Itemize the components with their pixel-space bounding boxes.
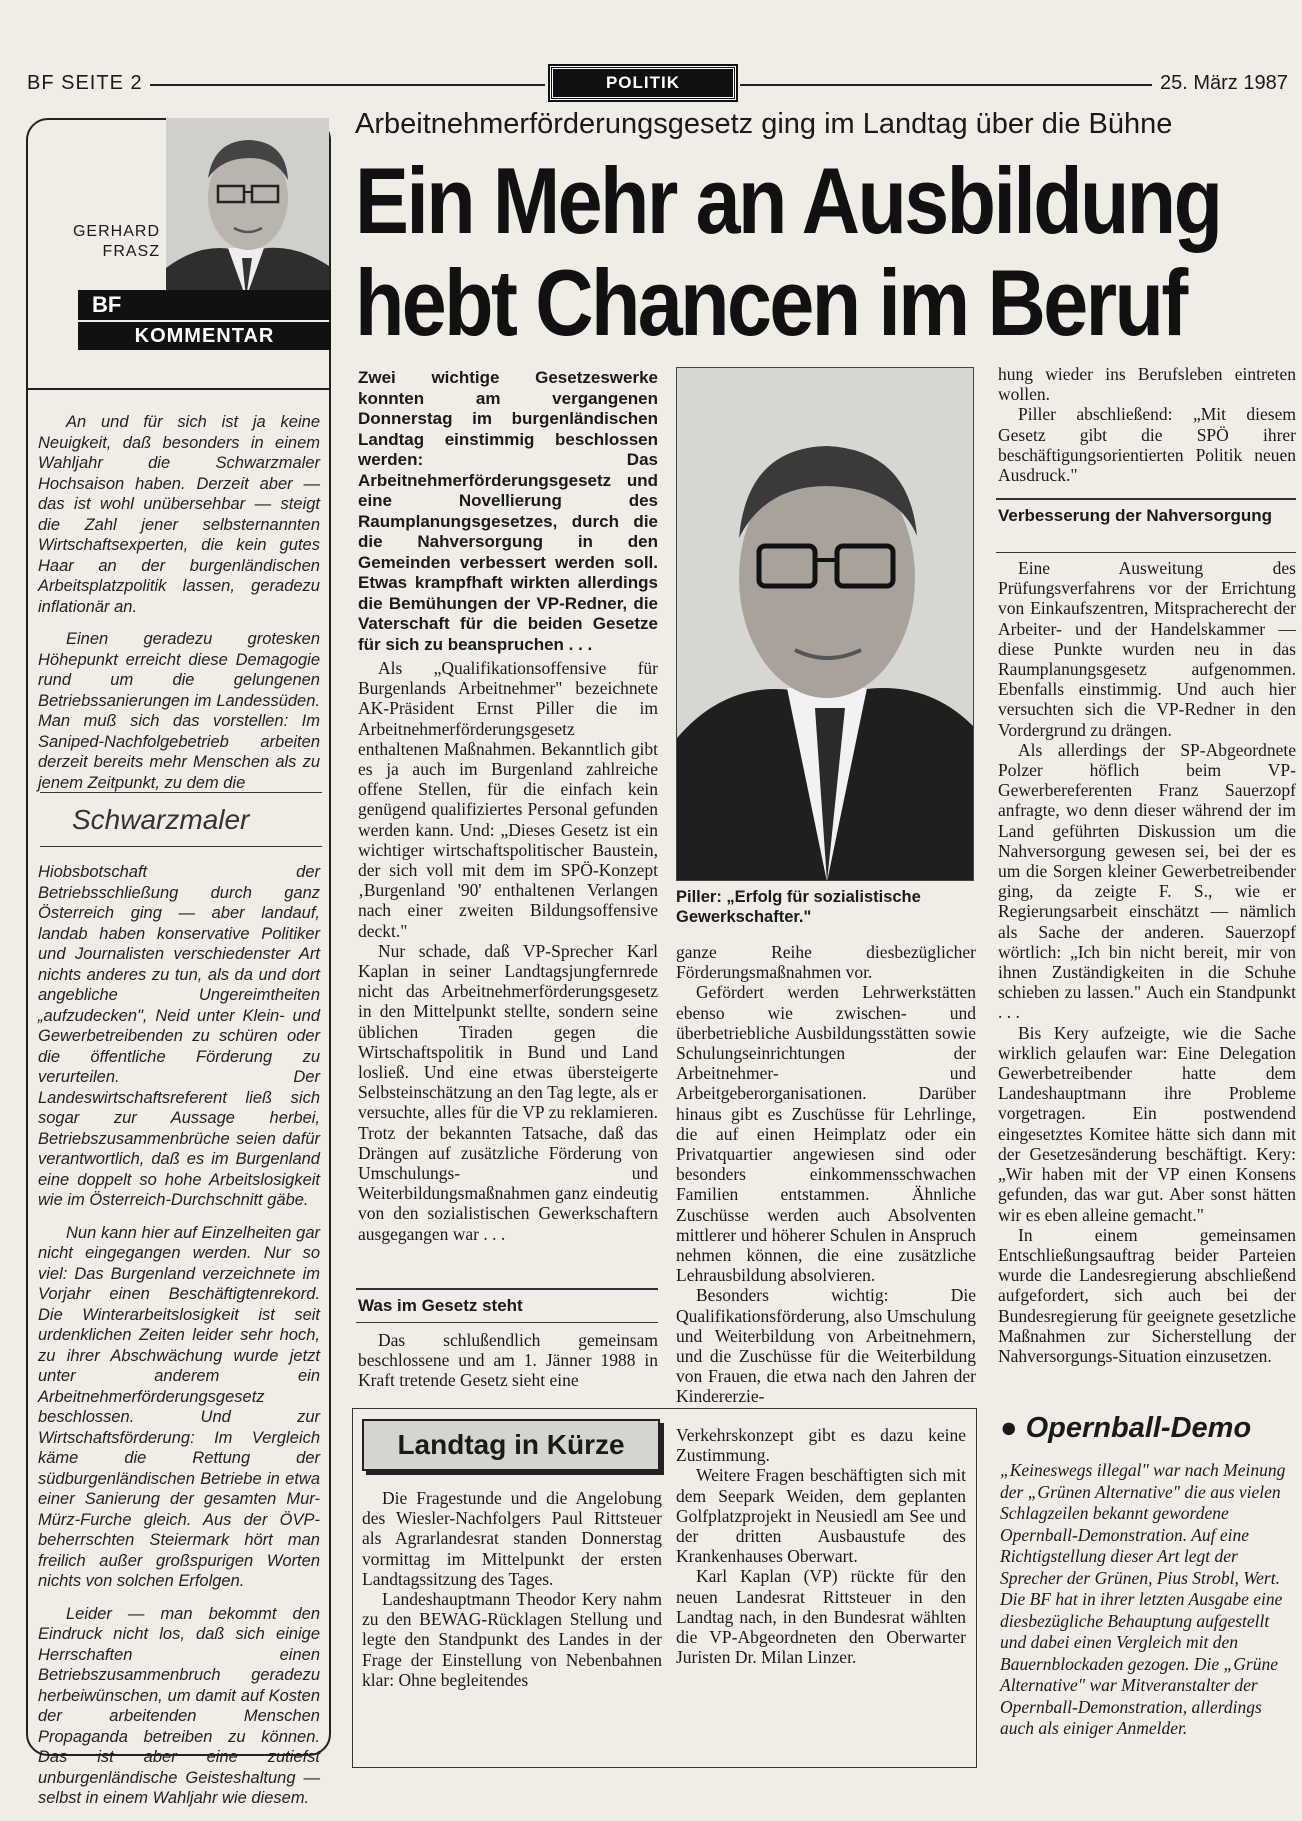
comment-author: GERHARD FRASZ — [72, 223, 160, 260]
subhead-nahversorgung: Verbesserung der Nahversorgung — [998, 506, 1272, 525]
bf-label: BF — [78, 290, 331, 320]
comment-paragraph: Nun kann hier auf Einzelheiten gar nicht eingegangen werden. Nur so viel: Das Burgenland verzeichnete im Vorjahr einen Beschäftigtenrekord. Die Winterarbeitslosigkeit ist seit urdenklichen Zeiten leider sehr hoch, zu ihrer Abschwächung wurde jetzt unter anderem ein Arbeitnehmerförderungsgesetz beschlossen. Und zur Wirtschaftsförderung: Im Vergleich käme die Rettung der südburgenländischen Betriebe in etwa einer Sanierung der gesamten Mur-Mürz-Furche gleich. Aus der ÖVP-beherrschten Steiermark hört man freilich außer großspurigen Worten nichts von solchen Erfolgen. — [38, 1223, 320, 1590]
article-column-3: Eine Ausweitung des Prüfungsverfahrens vor der Errichtung von Einkaufszentren, Mitspracherecht der Arbeiter- und der Handelskammer — diese Punkte wurden neu in das Raumplanungsgesetz aufgenommen. Ebenfalls einstimmig. Und auch hier versuchten sich die VP-Redner in den Vordergrund zu drängen. Als allerdings der SP-Abgeordnete Polzer höflich beim VP-Gewerbereferenten Franz Sauerzopf anfragte, wo denn dieser während der im Land geführten Diskussion um die Nahversorgung gewesen sei, bei der es um die Sorgen kleiner Gewerbetreibender ging, da zeigte F. S., wie er Regierungsarbeit einschätzt — nämlich als Sache der anderen. Sauerzopf wörtlich: „Ich bin nicht bereit, mir von ihnen Zuständigkeiten in die Schuhe schieben zu lassen." Auch ein Standpunkt . . . Bis Kery aufzeigte, wie die Sache wirklich gelaufen war: Eine Delegation Gewerbetreibender hatte dem Landeshauptmann ihre Probleme vorgetragen. Ein postwendend eingesetztes Komitee hätte sich dann mit der Gesetzesänderung beschäftigt. Kery: „Wir haben mit der VP einen Konsens gefunden, das war gut. Aber sonst hätten wir es eben alleine gemacht." In einem gemeinsamen Entschließungsauftrag beider Parteien wurde die Landesregierung abschließend aufgefordert, sich auch bei der Bundesregierung für geeignete gesetzliche Maßnahmen zur Sicherstellung der Nahversorgungs-Situation einzusetzen. — [998, 558, 1296, 1366]
bullet-icon: ● — [1000, 1412, 1026, 1444]
kurz-column-2: Verkehrskonzept gibt es dazu keine Zustimmung. Weitere Fragen beschäftigten sich mit dem Seepark Weiden, dem geplanten Golfplatzprojekt in Neusiedl am See und der dritten Ausbaustufe des Krankenhauses Oberwart. Karl Kaplan (VP) rückte für den neuen Landesrat Rittsteuer in den Landtag nach, in den Bundesrat wählten die VP-Abgeordneten den Oberwarter Juristen Dr. Milan Linzer. — [676, 1425, 966, 1668]
article-headline: Ein Mehr an Ausbildung hebt Chancen im Beruf — [355, 148, 1221, 355]
header-rule-right — [740, 84, 1152, 86]
kurz-title: Landtag in Kürze — [362, 1419, 660, 1471]
divider — [356, 1322, 658, 1323]
article-column-3-top: hung wieder ins Berufsleben eintreten wollen. Piller abschließend: „Mit diesem Gesetz gibt die SPÖ ihrer beschäftigungsorientierten Politik neuen Ausdruck." — [998, 364, 1296, 486]
comment-subtitle: Schwarzmaler — [72, 804, 250, 835]
article-column-1: Als „Qualifikationsoffensive für Burgenlands Arbeitnehmer" bezeichnete AK-Präsident Ernst Piller die im Arbeitnehmerförderungsgesetz enthaltenen Maßnahmen. Bekanntlich gibt es ja auch im Burgenland zahlreiche offene Stellen, für die einfach kein genügend qualifiziertes Personal gefunden werden kann. Und: „Dieses Gesetz ist ein wichtiger wirtschaftspolitischer Baustein, der sich voll mit dem im SPÖ-Konzept ‚Burgenland '90' enthaltenen Verlangen nach einer zweiten Bildungsoffensive deckt." Nur schade, daß VP-Sprecher Karl Kaplan in seiner Landtagsjungfernrede nicht das Arbeitnehmerförderungsgesetz in den Mittelpunkt stellte, sondern seine üblichen Tiraden gegen die Wirtschaftspolitik in Bund und Land losließ. Und eine etwas übersteigerte Selbsteinschätzung an den Tag legte, als er versuchte, alles für die VP zu reklamieren. Trotz der bekannten Tatsache, daß das Drängen auf zusätzliche Förderung von Umschulungs- und Weiterbildungsmaßnahmen ganz eindeutig von den sozialistischen Gewerkschaftern ausgegangen war . . . — [358, 658, 658, 1244]
comment-paragraph: An und für sich ist ja keine Neuigkeit, daß besonders in einem Wahljahr die Schwarzmaler Hochsaison haben. Derzeit aber — das ist wohl unübersehbar — steigt die Zahl jener selbsternannten Wirtschaftsexperten, die kein gutes Haar an der burgenländischen Arbeitsplatzpolitik lassen, geradezu inflationär an. — [38, 413, 320, 616]
comment-paragraph: Einen geradezu grotesken Höhepunkt erreicht diese Demagogie rund um die gelungenen Betriebssanierungen im Landessüden. Man muß sich das vorstellen: Im Saniped-Nachfolgebetrieb arbeiten derzeit bereits mehr Menschen als zu jenem Zeitpunkt, zu dem die — [38, 630, 320, 792]
article-column-2: ganze Reihe diesbezüglicher Förderungsmaßnahmen vor. Gefördert werden Lehrwerkstätten ebenso wie zwischen- und überbetriebliche Ausbildungsstätten sowie Schulungseinrichtungen der Arbeitnehmer- und Arbeitgeberorganisationen. Darüber hinaus gibt es Zuschüsse für Lehrlinge, die auf einen Heimplatz oder ein Privatquartier angewiesen sind oder besonders einkommensschwachen Familien entstammen. Ähnliche Zuschüsse werden auch Absolventen mittlerer und höherer Schulen in Anspruch nehmen können, die eine zusätzliche Lehrausbildung absolvieren. Besonders wichtig: Die Qualifikationsförderung, also Umschulung und Weiterbildung von Arbeitnehmern, und die Zuschüsse für die Weiterbildung von Frauen, die etwa nach den Jahren der Kindererzie- — [676, 942, 976, 1407]
header-rule-left — [150, 84, 545, 86]
issue-date: 25. März 1987 — [1160, 72, 1288, 94]
comment-paragraph: Hiobsbotschaft der Betriebsschließung durch ganz Österreich ging — aber landauf, landab haben konservative Politiker und Journalisten verschiedenster Art nichts anderes zu tun, als da und dort angebliche Ungereimtheiten „aufzudecken", Neid unter Klein- und Gewerbetreibenden zu schüren oder die öffentliche Förderung zu verurteilen. Der Landeswirtschaftsreferent ließ sich sogar zur Aussage herbei, Betriebszusammenbrüche seien dafür verantwortlich, daß es im Burgenland eine doppelt so hohe Arbeitslosigkeit wie im Österreich-Durchschnitt gäbe. — [38, 863, 320, 1209]
opernball-text: „Keineswegs illegal" war nach Meinung der „Grünen Alternative" die aus vielen Schlagzeilen bekannt gewordene Opernball-Demonstration. Auf eine Richtigstellung dieser Art legt der Sprecher der Grünen, Pius Strobl, Wert. Die BF hat in ihrer letzten Ausgabe eine diesbezügliche Behauptung aufgestellt und dabei einen Vergleich mit den Bauernblockaden gezogen. Die „Grüne Alternative" war Mitveranstalter der Opernball-Demonstration, allerdings auch als einiger Anmelder. — [1000, 1460, 1286, 1738]
section-tab: POLITIK — [550, 66, 736, 100]
divider — [996, 498, 1296, 500]
comment-text-bottom — [38, 862, 320, 1821]
page-number-label: BF SEITE 2 — [27, 72, 143, 94]
author-portrait — [166, 118, 329, 298]
article-kicker: Arbeitnehmerförderungsgesetz ging im Landtag über die Bühne — [355, 108, 1173, 140]
kurz-column-1: Die Fragestunde und die Angelobung des Wiesler-Nachfolgers Paul Rittsteuer als Agrarlandesrat standen Donnerstag vormittag im Mittelpunkt der ersten Landtagssitzung des Tages. Landeshauptmann Theodor Kery nahm zu den BEWAG-Rücklagen Stellung und legte den Standpunkt des Landes in der Frage der Einstellung von Nebenbahnen klar: Ohne begleitendes — [362, 1488, 662, 1690]
divider — [356, 1288, 658, 1290]
article-column-1-end: Das schlußendlich gemeinsam beschlossene und am 1. Jänner 1988 in Kraft tretende Gesetz sieht eine — [358, 1330, 658, 1391]
divider — [40, 846, 322, 847]
opernball-title: ● Opernball-Demo — [1000, 1412, 1252, 1444]
kommentar-label: KOMMENTAR — [78, 322, 331, 350]
article-lead: Zwei wichtige Gesetzeswerke konnten am vergangenen Donnerstag im burgenländischen Landtag einstimmig beschlossen werden: Das Arbeitnehmerförderungsgesetz und eine Novellierung des Raumplanungsgesetzes, durch die die Nahversorgung in den Gemeinden verbessert werden soll. Etwas krampfhaft wirkten allerdings die Bemühungen der VP-Redner, die Vaterschaft für die beiden Gesetze für sich zu beanspruchen . . . — [358, 368, 658, 654]
photo-caption: Piller: „Erfolg für sozialistische Gewerkschafter." — [676, 888, 921, 926]
comment-paragraph: Leider — man bekommt den Eindruck nicht los, daß sich einige Herrschaften einen Betriebszusammenbruch geradezu herbeiwünschen, um damit auf Kosten der arbeitenden Menschen Propaganda betreiben zu können. Das ist aber eine zutiefst unburgenländische Geisteshaltung — selbst in einem Wahljahr wie diesem. — [38, 1604, 320, 1807]
subhead-gesetz: Was im Gesetz steht — [358, 1296, 523, 1315]
piller-photo — [676, 367, 974, 881]
divider — [996, 552, 1296, 553]
comment-text-top — [38, 412, 320, 805]
divider — [40, 792, 322, 793]
